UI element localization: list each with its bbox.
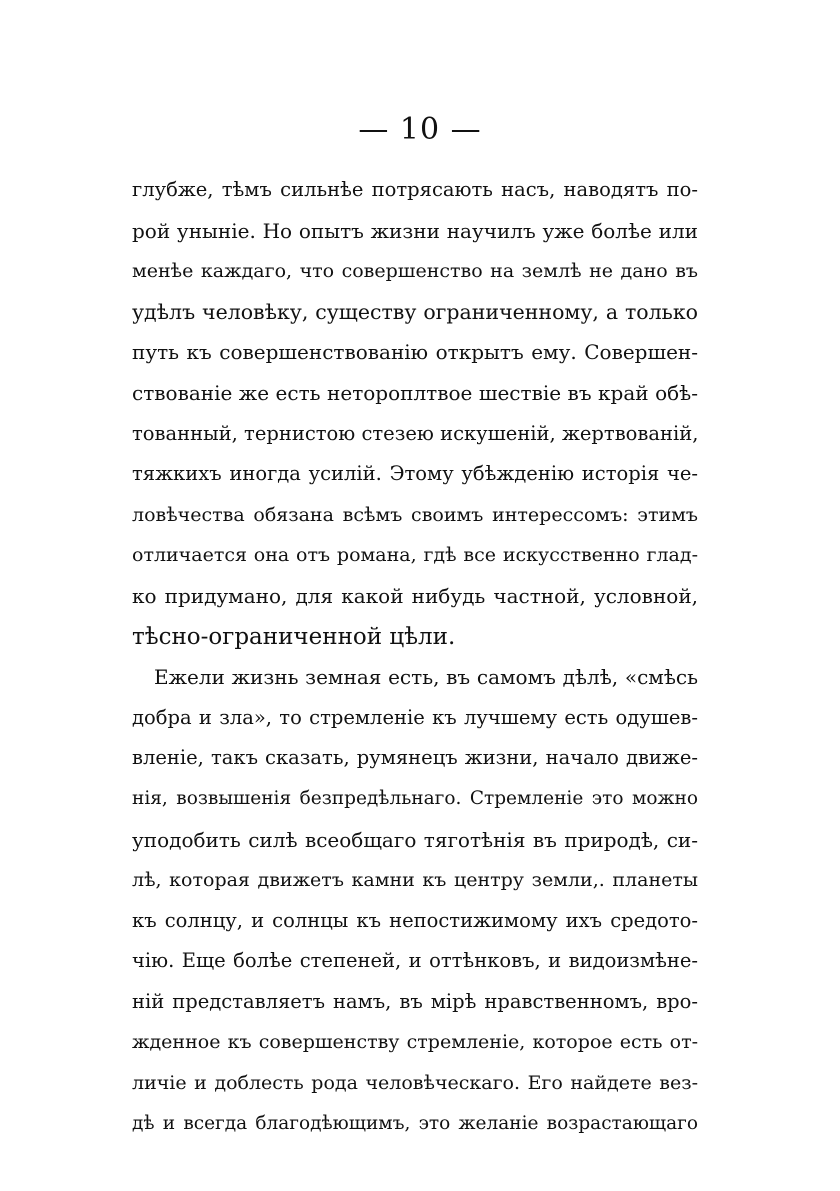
- text-line: отличается она отъ романа, гдѣ все искусственно глад-: [132, 544, 698, 567]
- text-line: ствованіе же есть нетороплтвое шествіе въ край обѣ-: [132, 380, 698, 405]
- text-line: тяжкихъ иногда усилій. Этому убѣжденію исторія че-: [132, 462, 698, 486]
- text-line: лѣ, которая движетъ камни къ центру земли,. планеты: [132, 869, 698, 892]
- text-line: менѣе каждаго, что совершенство на землѣ не дано въ: [132, 260, 698, 283]
- text-line: глубже, тѣмъ сильнѣе потрясають насъ, наводятъ по-: [132, 178, 698, 201]
- text-line: къ солнцу, и солнцы къ непостижимому ихъ средото-: [132, 908, 698, 932]
- body-text: [132, 170, 698, 1144]
- text-line: нія, возвышенія безпредѣльнаго. Стремленіе это можно: [132, 787, 698, 809]
- text-line: вленіе, такъ сказать, румянецъ жизни, начало движе-: [132, 746, 698, 770]
- page-number: — 10 —: [358, 112, 482, 147]
- text-line: уподобить силѣ всеобщаго тяготѣнія въ природѣ, си-: [132, 827, 698, 852]
- paragraph-first-line: Ежели жизнь земная есть, въ самомъ дѣлѣ, «смѣсь: [154, 665, 698, 690]
- text-line: чію. Еще болѣе степеней, и оттѣнковъ, и видоизмѣне-: [132, 949, 698, 973]
- text-line: жденное къ совершенству стремленіе, которое есть от-: [132, 1031, 698, 1054]
- text-line: ловѣчества обязана всѣмъ своимъ интерессомъ: этимъ: [132, 503, 698, 526]
- text-line: рой уныніе. Но опытъ жизни научилъ уже болѣе или: [132, 218, 698, 243]
- paragraph-end-line: тѣсно-ограниченной цѣли.: [132, 623, 456, 650]
- text-line: личіе и доблесть рода человѣческаго. Его найдете вез-: [132, 1072, 698, 1095]
- text-line: ній представляетъ намъ, въ мірѣ нравственномъ, вро-: [132, 989, 698, 1013]
- text-line: удѣлъ человѣку, существу ограниченному, а только: [132, 299, 698, 324]
- text-line: ко придумано, для какой нибудь частной, условной,: [132, 583, 698, 608]
- text-line: дѣ и всегда благодѣющимъ, это желаніе возрастающаго: [132, 1112, 698, 1134]
- text-line: добра и зла», то стремленіе къ лучшему есть одушев-: [132, 705, 698, 729]
- text-line: путь къ совершенствованію открытъ ему. Совершен-: [132, 340, 698, 365]
- text-line: тованный, тернистою стезею искушеній, жертвованій,: [132, 421, 698, 445]
